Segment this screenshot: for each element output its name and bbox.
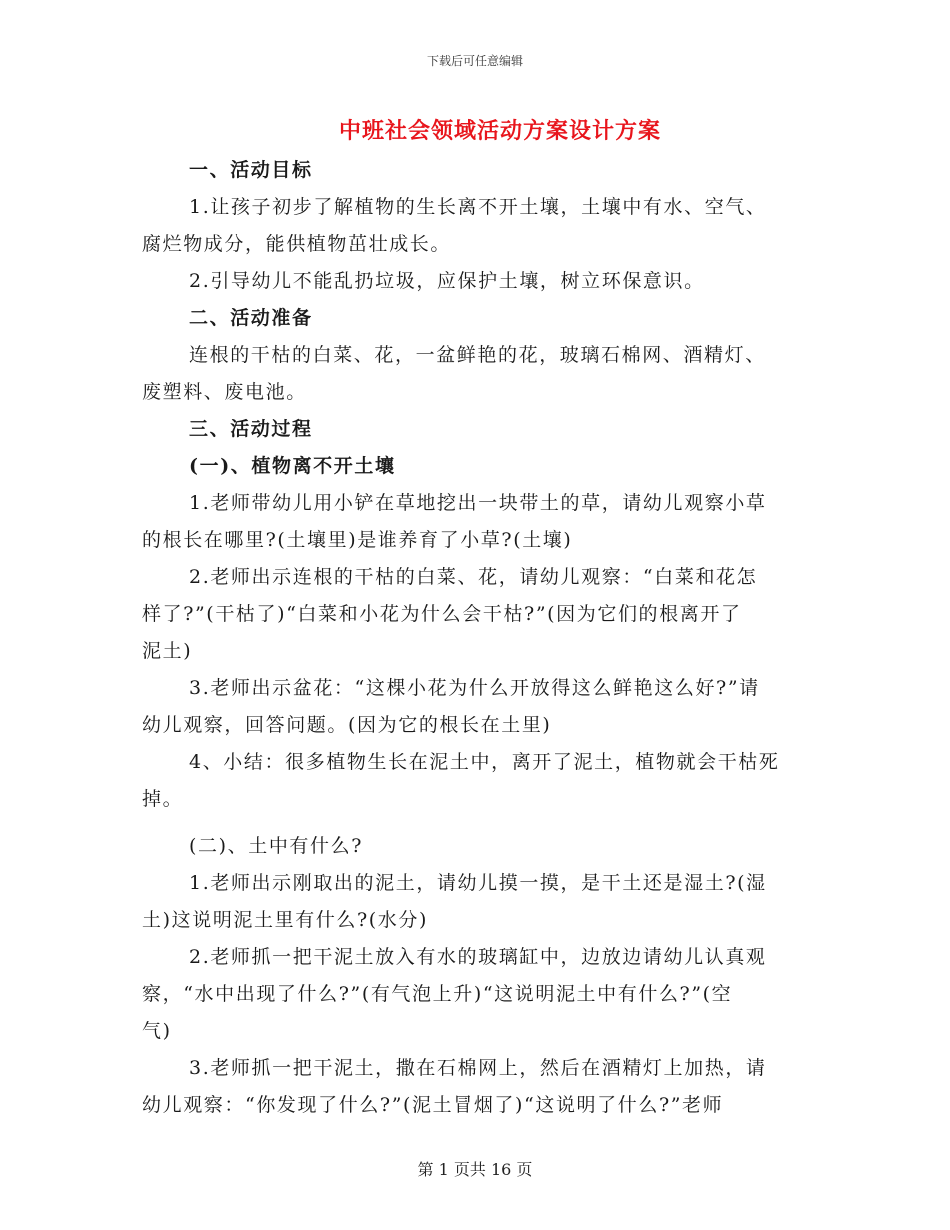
- body-line: 3.老师出示盆花：“这棵小花为什么开放得这么鲜艳这么好?”请: [189, 677, 760, 699]
- body-line: 二、活动准备: [189, 307, 313, 329]
- body-line: 腐烂物成分，能供植物茁壮成长。: [142, 233, 452, 255]
- document-title: 中班社会领域活动方案设计方案: [338, 118, 661, 144]
- body-line: 2.老师抓一把干泥土放入有水的玻璃缸中，边放边请幼儿认真观: [189, 946, 767, 968]
- body-line: 2.老师出示连根的干枯的白菜、花，请幼儿观察：“白菜和花怎: [189, 566, 758, 588]
- body-line: 的根长在哪里?(土壤里)是谁养育了小草?(土壤): [142, 529, 573, 551]
- body-line: 1.老师出示刚取出的泥土，请幼儿摸一摸，是干土还是湿土?(湿: [189, 872, 767, 894]
- body-line: 4、小结：很多植物生长在泥土中，离开了泥土，植物就会干枯死: [189, 751, 780, 773]
- body-line: 泥土): [142, 640, 193, 662]
- body-line: 一、活动目标: [189, 159, 313, 181]
- body-line: 1.让孩子初步了解植物的生长离不开土壤，土壤中有水、空气、: [189, 196, 767, 218]
- body-line: 1.老师带幼儿用小铲在草地挖出一块带土的草，请幼儿观察小草: [189, 492, 767, 514]
- header-note: 下载后可任意编辑: [426, 54, 523, 68]
- body-line: 2.引导幼儿不能乱扔垃圾，应保护土壤，树立环保意识。: [189, 270, 705, 292]
- body-line: 废塑料、废电池。: [142, 381, 307, 403]
- body-line: 幼儿观察，回答问题。(因为它的根长在土里): [142, 714, 552, 736]
- body-line: 掉。: [142, 788, 184, 810]
- body-line: 3.老师抓一把干泥土，撒在石棉网上，然后在酒精灯上加热，请: [189, 1057, 767, 1079]
- body-line: 气): [142, 1020, 172, 1042]
- page-footer: 第 1 页共 16 页: [417, 1160, 533, 1179]
- document-body: [142, 152, 808, 1124]
- body-line: (一)、植物离不开土壤: [189, 455, 396, 477]
- body-line: (二)、土中有什么?: [189, 835, 364, 857]
- body-line: 样了?”(干枯了)“白菜和小花为什么会干枯?”(因为它们的根离开了: [142, 603, 742, 625]
- body-line: 三、活动过程: [189, 418, 313, 440]
- body-line: 幼儿观察：“你发现了什么?”(泥土冒烟了)“这说明了什么?”老师: [142, 1094, 724, 1116]
- body-line: 土)这说明泥土里有什么?(水分): [142, 909, 429, 931]
- body-line: 连根的干枯的白菜、花，一盆鲜艳的花，玻璃石棉网、酒精灯、: [189, 344, 766, 366]
- body-line: 察，“水中出现了什么?”(有气泡上升)“这说明泥土中有什么?”(空: [142, 983, 733, 1005]
